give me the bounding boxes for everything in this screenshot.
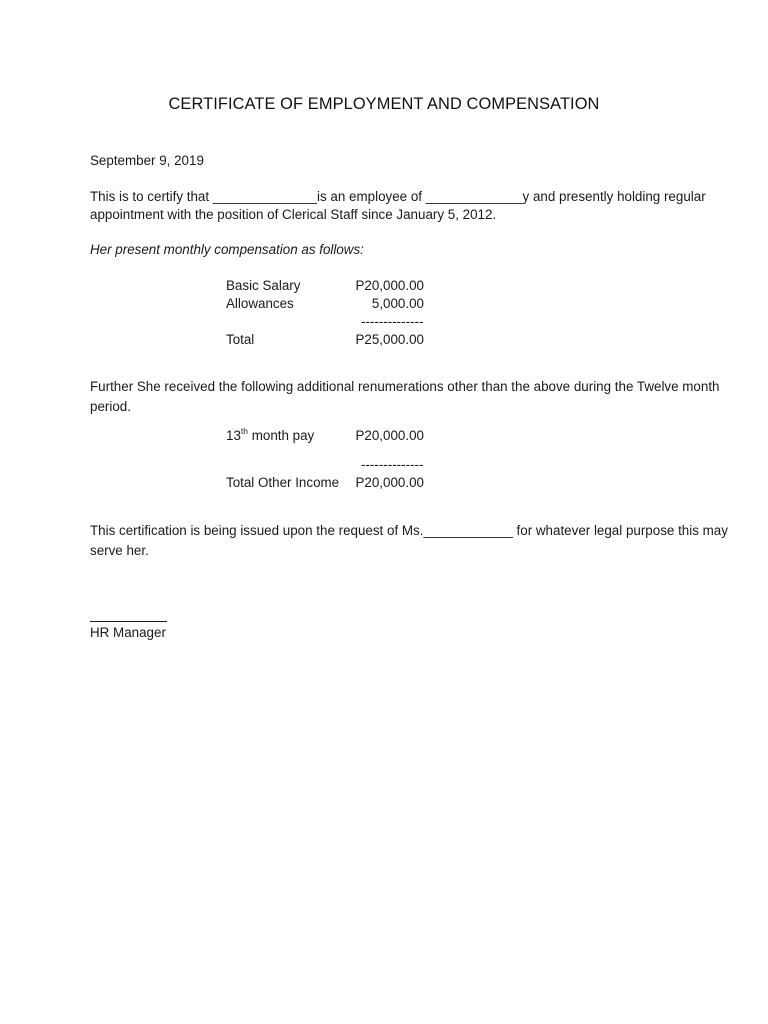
document-date: September 9, 2019 [90,153,204,168]
thirteenth-number: 13 [226,428,241,443]
allowances-value: 5,000.00 [371,296,424,311]
certify-paragraph-line-2: appointment with the position of Clerical Staff since January 5, 2012. [90,207,497,222]
thirteenth-ordinal: th [240,425,248,436]
compensation-total-value: P25,000.00 [355,332,424,347]
basic-salary-value: P20,000.00 [355,278,424,293]
renumeration-paragraph-line-1: Further She received the following additional renumerations other than the above during the Twelve month [90,379,720,394]
certify-paragraph-line-1: This is to certify that ______________is an employee of _____________y and presently holding regular [90,189,706,204]
compensation-separator: -------------- [361,314,424,329]
thirteenth-suffix: month pay [248,428,315,443]
document-title: CERTIFICATE OF EMPLOYMENT AND COMPENSATION [168,95,600,113]
request-paragraph-line-2: serve her. [90,543,149,558]
basic-salary-label: Basic Salary [226,278,301,293]
total-other-income-value: P20,000.00 [355,475,424,490]
compensation-total-label: Total [226,332,255,347]
allowances-label: Allowances [226,296,294,311]
other-income-separator: -------------- [361,457,424,472]
thirteenth-month-label [226,427,314,445]
signature-line [90,621,167,622]
compensation-intro: Her present monthly compensation as follows: [90,242,364,257]
signatory-title: HR Manager [90,625,166,640]
request-paragraph-line-1: This certification is being issued upon the request of Ms.____________ for whatever legal purpose this may [90,523,728,538]
thirteenth-month-value: P20,000.00 [355,428,424,443]
renumeration-paragraph-line-2: period. [90,399,131,414]
total-other-income-label: Total Other Income [226,475,340,490]
